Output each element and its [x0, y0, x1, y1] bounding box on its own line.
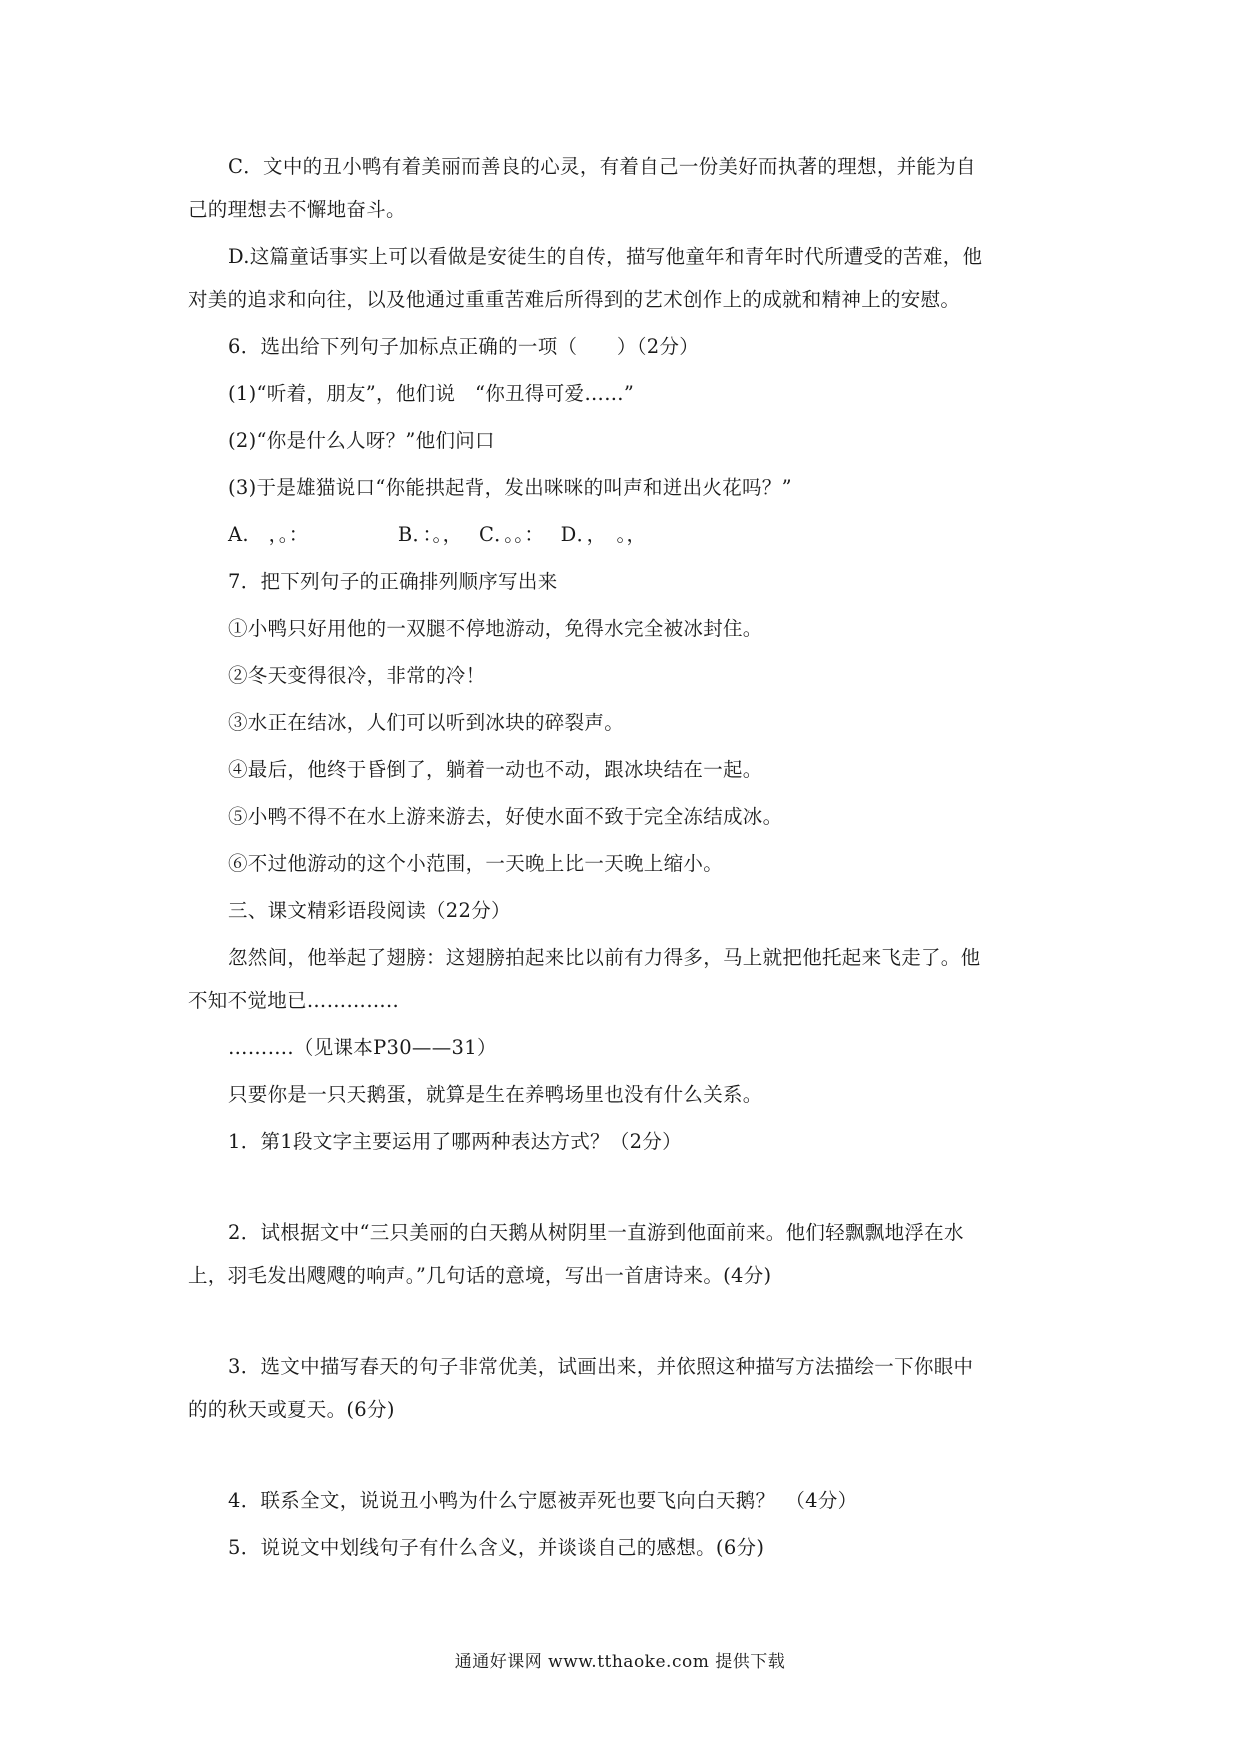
footer-source: 通通好课网 www.tthaoke.com 提供下载: [454, 1652, 786, 1672]
passage-line1: 忽然间，他举起了翅膀：这翅膀拍起来比以前有力得多，马上就把他托起来飞走了。他: [228, 946, 981, 969]
section3-question2-line2: 上，羽毛发出飕飕的响声。”几句话的意境，写出一首唐诗来。(4分): [188, 1264, 772, 1287]
section3-question5: 5．说说文中划线句子有什么含义，并谈谈自己的感想。(6分): [228, 1536, 765, 1559]
question7-item: ③水正在结冰，人们可以听到冰块的碎裂声。: [228, 711, 625, 734]
question6-options: A. ，。： B．：。， C．。。： D．， 。，: [228, 523, 647, 546]
passage-line3: ……….（见课本P30——31）: [228, 1036, 497, 1059]
option-c-line2: 己的理想去不懈地奋斗。: [188, 198, 406, 221]
section3-question4: 4．联系全文，说说丑小鸭为什么宁愿被弄死也要飞向白天鹅？ （4分）: [228, 1489, 858, 1512]
question7-item: ⑥不过他游动的这个小范围，一天晚上比一天晚上缩小。: [228, 852, 724, 875]
question6-stem: 6．选出给下列句子加标点正确的一项（ ）（2分）: [228, 335, 700, 358]
section3-question3-line2: 的的秋天或夏天。(6分): [188, 1398, 395, 1421]
question7-item: ⑤小鸭不得不在水上游来游去，好使水面不致于完全冻结成冰。: [228, 805, 783, 828]
section3-question3-line1: 3．选文中描写春天的句子非常优美，试画出来，并依照这种描写方法描绘一下你眼中: [228, 1355, 974, 1378]
section3-heading: 三、课文精彩语段阅读（22分）: [228, 899, 511, 922]
question6-sentence3: (3)于是雄猫说口“你能拱起背，发出咪咪的叫声和迸出火花吗？”: [228, 476, 792, 499]
question7-item: ①小鸭只好用他的一双腿不停地游动，免得水完全被冰封住。: [228, 617, 763, 640]
question6-sentence1: (1)“听着，朋友”，他们说 “你丑得可爱……”: [228, 382, 635, 405]
question6-sentence2: (2)“你是什么人呀？”他们问口: [228, 429, 495, 452]
section3-question1: 1．第1段文字主要运用了哪两种表达方式？（2分）: [228, 1130, 682, 1153]
passage-line4: 只要你是一只天鹅蛋，就算是生在养鸭场里也没有什么关系。: [228, 1083, 763, 1106]
passage-line2: 不知不觉地已…………..: [188, 989, 399, 1012]
option-d-line2: 对美的追求和向往，以及他通过重重苦难后所得到的艺术创作上的成就和精神上的安慰。: [188, 288, 961, 311]
question7-item: ②冬天变得很冷，非常的冷！: [228, 664, 486, 687]
question7-stem: 7．把下列句子的正确排列顺序写出来: [228, 570, 558, 593]
option-c-line1: C．文中的丑小鸭有着美丽而善良的心灵，有着自己一份美好而执著的理想，并能为自: [228, 155, 976, 178]
option-d-line1: D.这篇童话事实上可以看做是安徒生的自传，描写他童年和青年时代所遭受的苦难，他: [228, 245, 983, 268]
question7-item: ④最后，他终于昏倒了，躺着一动也不动，跟冰块结在一起。: [228, 758, 763, 781]
section3-question2-line1: 2．试根据文中“三只美丽的白天鹅从树阴里一直游到他面前来。他们轻飘飘地浮在水: [228, 1221, 964, 1244]
